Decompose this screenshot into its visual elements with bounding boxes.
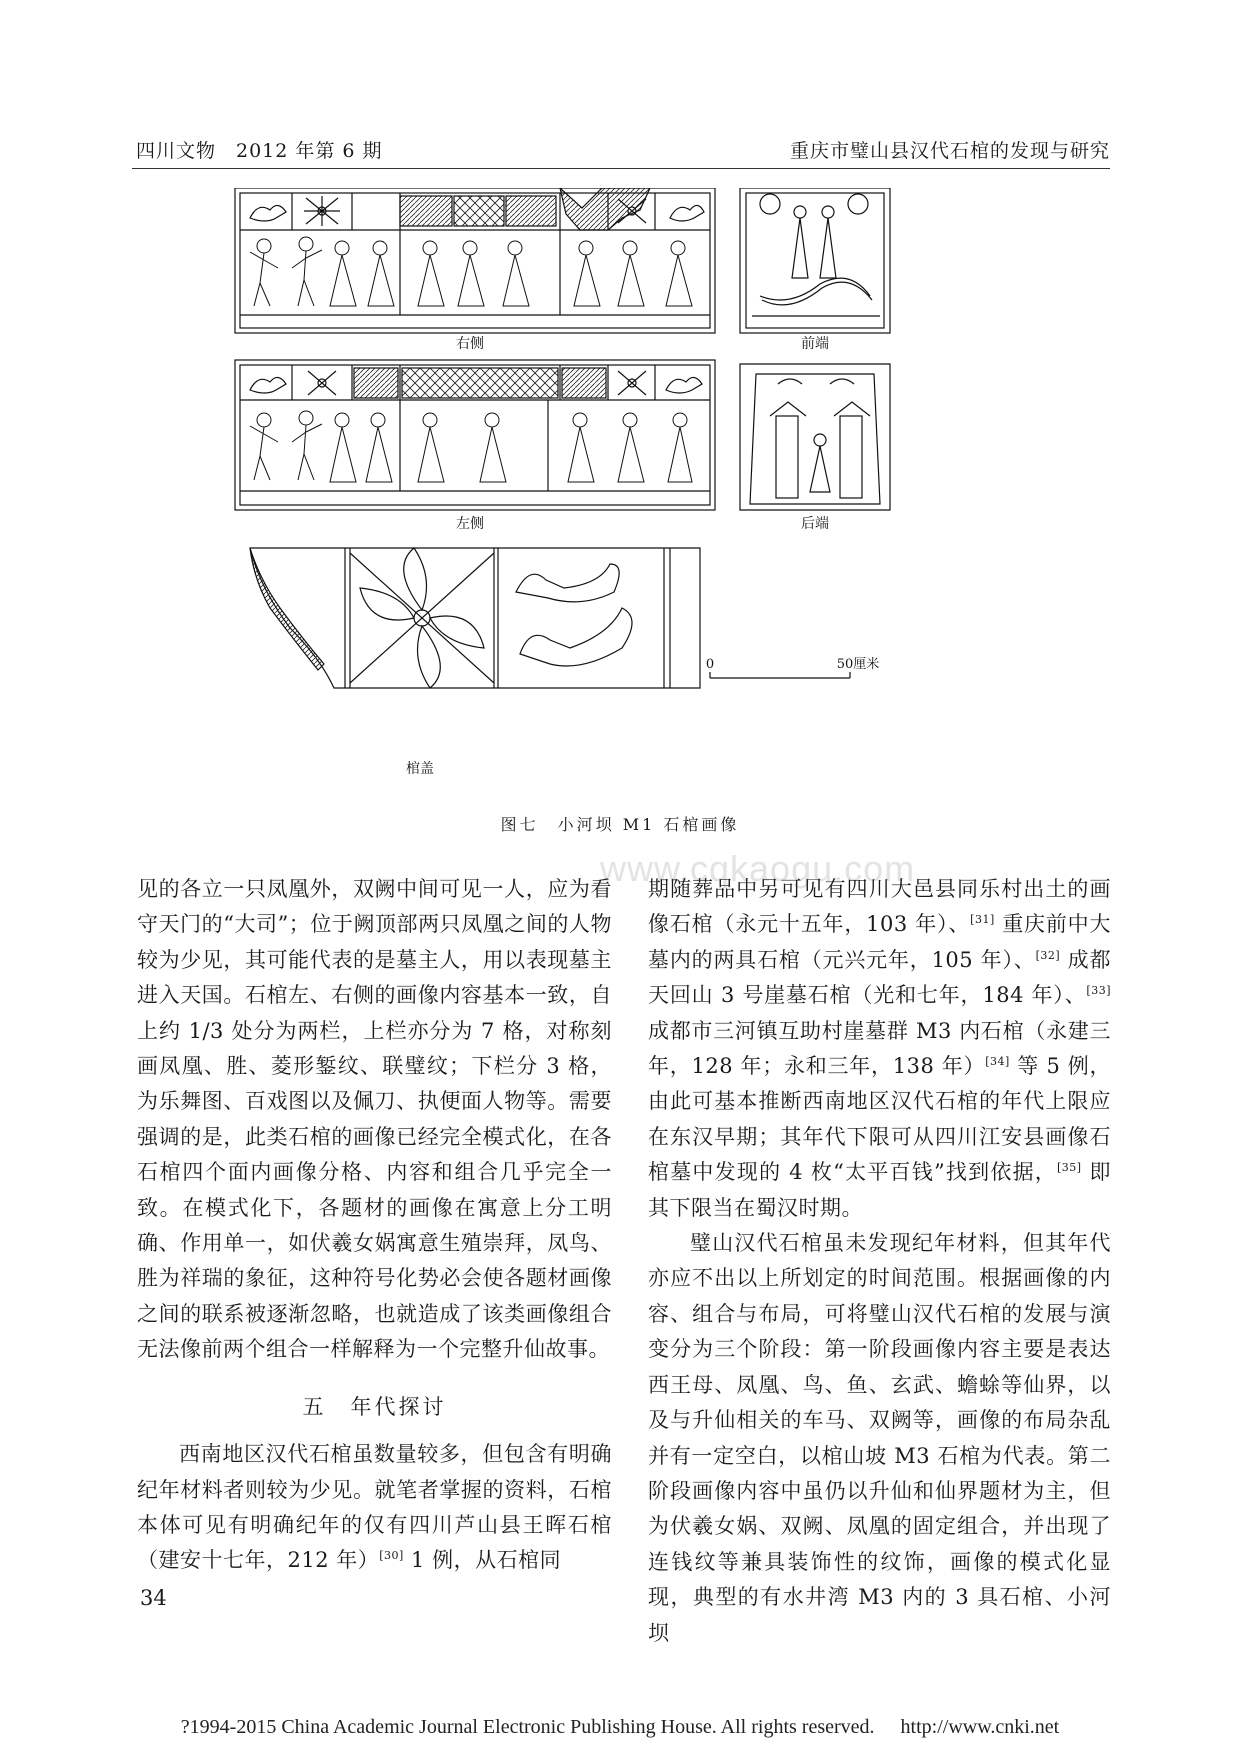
text-run: 1 例，从石棺同 bbox=[403, 1548, 562, 1573]
citation-ref: [34] bbox=[985, 1055, 1010, 1069]
left-side-label: 左侧 bbox=[456, 516, 484, 532]
text-run: 成都市三河镇互助村崖墓群 M3 内石棺（永建三年，128 年；永和三年，138 年） bbox=[648, 1018, 1111, 1079]
citation-ref: [35] bbox=[1057, 1161, 1082, 1175]
footer bbox=[0, 1716, 1240, 1739]
page-number: 34 bbox=[140, 1586, 167, 1610]
section-heading: 五 年代探讨 bbox=[302, 1394, 447, 1419]
left-paragraph-1: 见的各立一只凤凰外，双阙中间可见一人，应为看守天门的“大司”；位于阙顶部两只凤凰之间的人物较为少见，其可能代表的是墓主人，用以表现墓主进入天国。石棺左、右侧的画像内容基本一致，自上约 1/3 处分为两栏，上栏亦分为 7 格，对称刻画凤凰、胜、菱形錾纹、联璧纹；下栏分 3 格，为乐舞图、百戏图以及佩刀、执便面人物等。需要强调的是，此类石棺的画像已经完全模式化，在各石棺四个面内画像分格、内容和组合几乎完全一致。在模式化下，各题材的画像在寓意上分工明确、作用单一，如伏羲女娲寓意生殖崇拜，凤鸟、胜为祥瑞的象征，这种符号化势必会使各题材画像之间的联系被逐渐忽略，也就造成了该类画像组合无法像前两个组合一样解释为一个完整升仙故事。 bbox=[137, 877, 612, 1362]
citation-ref: [31] bbox=[970, 913, 995, 927]
coffin-drawing bbox=[230, 188, 1030, 800]
citation-ref: [32] bbox=[1035, 948, 1061, 962]
right-paragraph-1 bbox=[648, 872, 1111, 1226]
text-run: 成都天回山 3 号崖墓石棺（光和七年，184 年）、 bbox=[648, 947, 1111, 1008]
watermark: www.cqkaogu.com bbox=[600, 848, 916, 889]
footer-url[interactable]: http://www.cnki.net bbox=[900, 1716, 1060, 1738]
article-title: 重庆市璧山县汉代石棺的发现与研究 bbox=[789, 140, 1110, 162]
text-run: 即其下限当在蜀汉时期。 bbox=[648, 1160, 1111, 1220]
figure-caption: 图七 小河坝 M1 石棺画像 bbox=[500, 815, 740, 834]
back-end-label: 后端 bbox=[801, 516, 829, 532]
journal-issue: 四川文物 2012 年第 6 期 bbox=[136, 140, 383, 162]
right-column bbox=[648, 872, 1111, 1651]
right-paragraph-2: 璧山汉代石棺虽未发现纪年材料，但其年代亦应不出以上所划定的时间范围。根据画像的内容、组合与布局，可将璧山汉代石棺的发展与演变分为三个阶段：第一阶段画像内容主要是表达西王母、凤凰、鸟、鱼、玄武、蟾蜍等仙界，以及与升仙相关的车马、双阙等，画像的布局杂乱并有一定空白，以棺山坡 M3 石棺为代表。第二阶段画像内容中虽仍以升仙和仙界题材为主，但为伏羲女娲、双阙、凤凰的固定组合，并出现了连钱纹等兼具装饰性的纹饰，画像的模式化显现，典型的有水井湾 M3 内的 3 具石棺、小河坝 bbox=[648, 1231, 1111, 1645]
copyright-text: ?1994-2015 China Academic Journal Electronic Publishing House. All rights reserved. bbox=[180, 1716, 875, 1738]
text-run: 西南地区汉代石棺虽数量较多，但包含有明确纪年材料者则较为少见。就笔者掌握的资料，石棺本体可见有明确纪年的仅有四川芦山县王晖石棺（建安十七年，212 年） bbox=[137, 1442, 612, 1573]
scale-bar bbox=[710, 672, 850, 678]
left-column bbox=[137, 872, 612, 1579]
text-run: 重庆前中大墓内的两具石棺（元兴元年，105 年）、 bbox=[648, 912, 1111, 972]
left-side-panel bbox=[235, 360, 715, 510]
front-end-panel bbox=[740, 188, 890, 333]
header-rule bbox=[132, 168, 1110, 169]
back-end-panel bbox=[740, 364, 890, 510]
text-run: 等 5 例，由此可基本推断西南地区汉代石棺的年代上限应在东汉早期；其年代下限可从四川江安县画像石棺墓中发现的 4 枚“太平百钱”找到依据， bbox=[648, 1054, 1111, 1185]
citation-ref: [33] bbox=[1086, 984, 1111, 998]
left-paragraph-2 bbox=[137, 1437, 612, 1579]
front-end-label: 前端 bbox=[801, 336, 829, 352]
running-header bbox=[132, 132, 1110, 168]
lid-label: 棺盖 bbox=[406, 761, 434, 777]
right-side-panel bbox=[235, 188, 715, 333]
right-side-label: 右侧 bbox=[456, 336, 484, 352]
citation-ref: [30] bbox=[379, 1549, 404, 1563]
scale-end-label: 50厘米 bbox=[836, 657, 880, 672]
text-run: 期随葬品中另可见有四川大邑县同乐村出土的画像石棺（永元十五年，103 年）、 bbox=[648, 877, 1111, 937]
scale-start-label: 0 bbox=[705, 657, 715, 672]
coffin-figure bbox=[230, 188, 1030, 800]
lid-panel bbox=[250, 548, 700, 688]
